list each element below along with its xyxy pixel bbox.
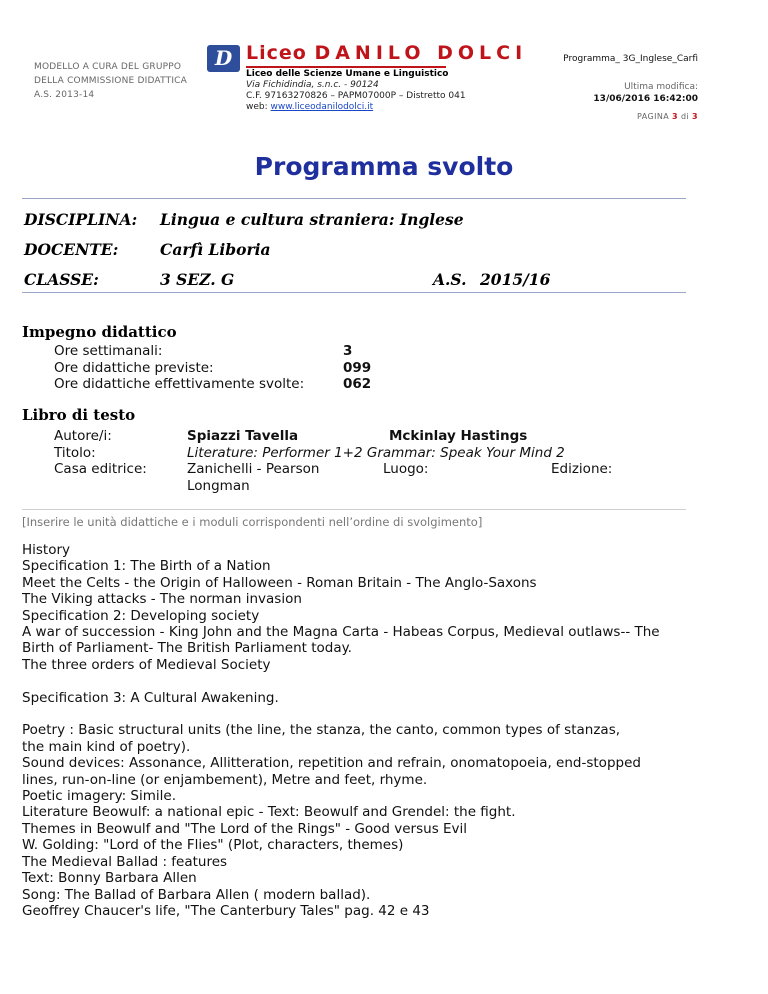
impegno-label-1: Ore settimanali:	[54, 343, 163, 359]
impegno-title: Impegno didattico	[22, 323, 177, 341]
titolo-value: Literature: Performer 1+2 Grammar: Speak Your Mind 2	[187, 444, 565, 461]
titolo-label: Titolo:	[54, 444, 96, 461]
impegno-label-3: Ore didattiche effettivamente svolte:	[54, 376, 305, 392]
libro-labels	[54, 428, 147, 478]
brand-underline	[246, 66, 446, 68]
as-value: 2015/16	[480, 270, 551, 289]
content-line: lines, run-on-line (or enjambement), Metre and feet, rhyme.	[22, 771, 428, 788]
content-line: Specification 2: Developing society	[22, 607, 260, 624]
content-line: Specification 3: A Cultural Awakening.	[22, 689, 279, 706]
impegno-label-2: Ore didattiche previste:	[54, 359, 214, 376]
libro-divider	[22, 509, 686, 510]
content-line: W. Golding: "Lord of the Flies" (Plot, characters, themes)	[22, 837, 404, 854]
document-info	[563, 54, 698, 104]
as-label: A.S.	[433, 270, 467, 289]
school-website-link[interactable]: www.liceodanilodolci.it	[270, 102, 374, 112]
content-line: Specification 1: The Birth of a Nation	[22, 558, 271, 575]
content-line: the main kind of poetry).	[22, 738, 191, 755]
impegno-labels	[54, 343, 304, 393]
content-line: Song: The Ballad of Barbara Allen ( modern ballad).	[22, 886, 371, 903]
disciplina-value: Lingua e cultura straniera: Inglese	[160, 210, 464, 229]
content-line: Birth of Parliament- The British Parliament today.	[22, 640, 352, 657]
page-number: PAGINA 3 di 3	[637, 112, 698, 121]
document-name: Programma_ 3G_Inglese_Carfì	[563, 54, 698, 64]
classe-value: 3 SEZ. G	[160, 270, 235, 289]
school-address: Via Fichidindia, s.n.c. - 90124	[246, 80, 379, 90]
school-name: Liceo delle Scienze Umane e Linguistico	[246, 69, 449, 79]
school-brand	[246, 42, 527, 64]
brand-liceo: Liceo	[246, 42, 307, 64]
content-line: Themes in Beowulf and "The Lord of the Rings" - Good versus Evil	[22, 820, 468, 837]
impegno-value-1: 3	[343, 343, 353, 359]
content-line: The three orders of Medieval Society	[22, 656, 271, 673]
content-line: Meet the Celts - the Origin of Halloween - Roman Britain - The Anglo-Saxons	[22, 574, 537, 591]
casa-value-1: Zanichelli - Pearson	[187, 461, 320, 477]
luogo-label: Luogo:	[383, 461, 429, 477]
school-codes: C.F. 97163270826 – PAPM07000P – Distretto 041	[246, 91, 466, 101]
libro-title: Libro di testo	[22, 406, 136, 424]
modified-label: Ultima modifica:	[624, 82, 698, 92]
autori-a: Spiazzi Tavella	[187, 428, 299, 444]
content-line: Literature Beowulf: a national epic - Text: Beowulf and Grendel: the fight.	[22, 804, 516, 821]
page-title: Programma svolto	[254, 152, 514, 181]
header-left-line-1: MODELLO A CURA DEL GRUPPO	[34, 62, 182, 72]
content-line: The Viking attacks - The norman invasion	[22, 591, 302, 608]
classe-label: CLASSE:	[24, 270, 99, 289]
title-divider	[22, 198, 686, 199]
header-left-line-3: A.S. 2013-14	[34, 90, 95, 100]
content-line: The Medieval Ballad : features	[22, 853, 228, 870]
modified-date: 13/06/2016 16:42:00	[593, 94, 698, 104]
content-line: History	[22, 542, 71, 558]
casa-label: Casa editrice:	[54, 461, 147, 477]
content-line: Sound devices: Assonance, Allitteration, repetition and refrain, onomatopoeia, end-stopped	[22, 755, 641, 772]
edizione-label: Edizione:	[551, 461, 613, 477]
school-logo-icon: D	[207, 45, 240, 72]
content-line: Geoffrey Chaucer's life, "The Canterbury Tales" pag. 42 e 43	[22, 902, 430, 919]
header-left-line-2: DELLA COMMISSIONE DIDATTICA	[34, 76, 188, 86]
impegno-value-2: 099	[343, 359, 372, 376]
docente-value: Carfì Liboria	[160, 240, 271, 259]
content-line: Text: Bonny Barbara Allen	[22, 870, 197, 887]
header-committee-info	[34, 60, 187, 102]
instruction-note: [Inserire le unità didattiche e i moduli corrispondenti nell’ordine di svolgimento]	[22, 515, 483, 529]
web-label: web:	[246, 102, 268, 112]
autori-label: Autore/i:	[54, 428, 112, 444]
info-divider	[22, 292, 686, 293]
docente-label: DOCENTE:	[24, 240, 119, 259]
content-line: Poetry : Basic structural units (the line, the stanza, the canto, common types of stanzas,	[22, 722, 621, 739]
impegno-value-3: 062	[343, 376, 372, 392]
content-line: A war of succession - King John and the Magna Carta - Habeas Corpus, Medieval outlaws-- The	[22, 624, 660, 641]
impegno-values	[343, 343, 371, 393]
school-info	[246, 69, 466, 113]
casa-value-2: Longman	[187, 477, 250, 494]
autori-b: Mckinlay Hastings	[389, 428, 528, 444]
disciplina-label: DISCIPLINA:	[24, 210, 138, 229]
content-line: Poetic imagery: Simile.	[22, 788, 176, 805]
brand-name: DANILO DOLCI	[314, 42, 528, 64]
program-content	[22, 542, 702, 919]
